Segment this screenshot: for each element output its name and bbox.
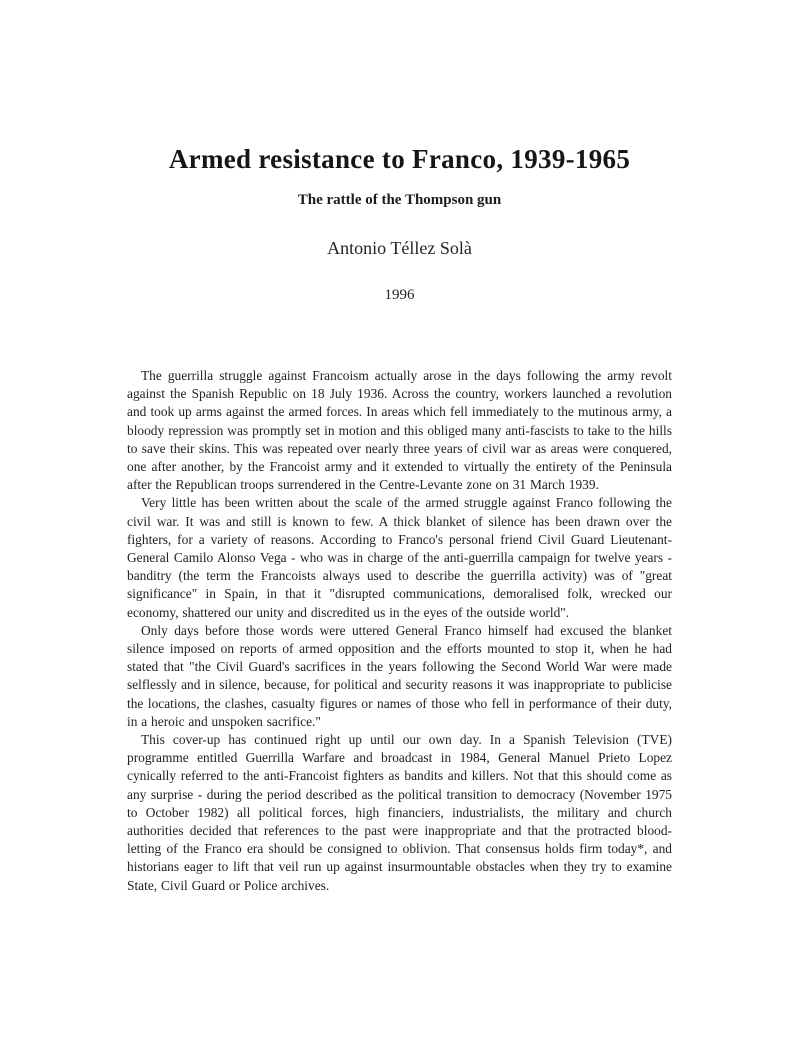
document-body	[127, 367, 672, 895]
body-paragraph: Only days before those words were uttered General Franco himself had excused the blanket silence imposed on reports of armed opposition and the efforts mounted to stop it, when he had stated that "the Civil Guard's sacrifices in the years following the Second World War were made selflessly and in silence, because, for political and security reasons it was inappropriate to publicise the locations, the clashes, casualty figures or names of those who fell in performance of their duty, in a heroic and unspoken sacrifice."	[127, 622, 672, 729]
body-paragraph: The guerrilla struggle against Francoism actually arose in the days following the army revolt against the Spanish Republic on 18 July 1936. Across the country, workers launched a revolution and took up arms against the armed forces. In areas which fell immediately to the mutinous army, a bloody repression was promptly set in motion and this obliged many anti-fascists to take to the hills to save their skins. This was repeated over nearly three years of civil war as areas were conquered, one after another, by the Francoist army and it extended to virtually the entirety of the Peninsula after the Republican troops surrendered in the Centre-Levante zone on 31 March 1939.	[127, 368, 672, 493]
document-year: 1996	[384, 287, 415, 303]
document-subtitle: The rattle of the Thompson gun	[297, 192, 502, 208]
document-title: Armed resistance to Franco, 1939-1965	[168, 144, 631, 174]
body-paragraph: This cover-up has continued right up until our own day. In a Spanish Television (TVE) programme entitled Guerrilla Warfare and broadcast in 1984, General Manuel Prieto Lopez cynically referred to the anti-Francoist fighters as bandits and killers. Not that this should come as any surprise - during the period described as the political transition to democracy (November 1975 to October 1982) all political forces, high financiers, industrialists, the military and church authorities decided that references to the past were inappropriate and that the protracted blood-letting of the Franco era should be consigned to oblivion. That consensus holds firm today*, and historians eager to lift that veil run up against insurmountable obstacles when they try to examine State, Civil Guard or Police archives.	[127, 732, 672, 893]
document-author: Antonio Téllez Solà	[327, 238, 472, 258]
body-paragraph: Very little has been written about the scale of the armed struggle against Franco following the civil war. It was and still is known to few. A thick blanket of silence has been drawn over the fighters, for a variety of reasons. According to Franco's personal friend Civil Guard Lieutenant-General Camilo Alonso Vega - who was in charge of the anti-guerrilla campaign for twelve years - banditry (the term the Francoists always used to describe the guerrilla activity) was of "great significance" in Spain, in that it "disrupted communications, demoralised folk, wrecked our economy, shattered our unity and discredited us in the eyes of the outside world".	[127, 495, 672, 620]
